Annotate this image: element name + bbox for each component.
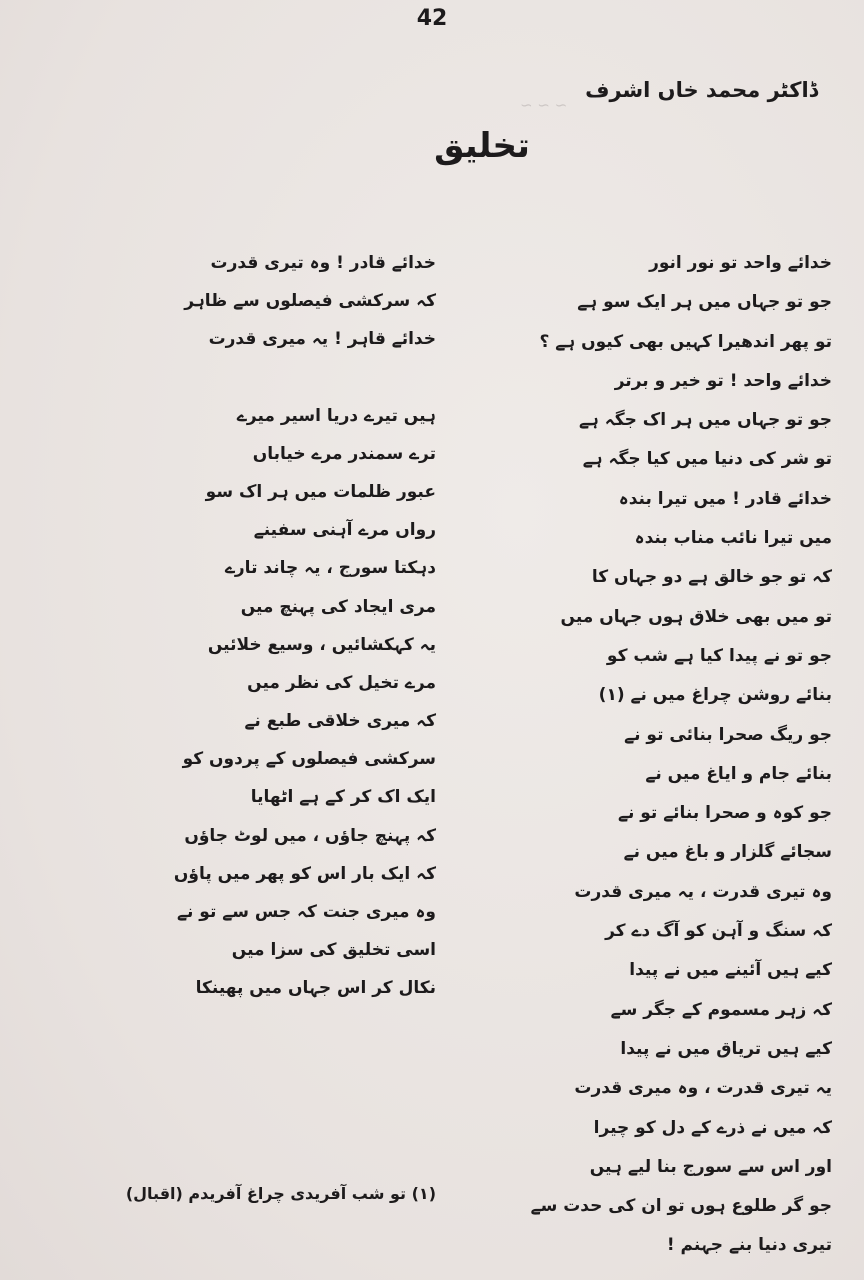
verse-line: جو ریگ صحرا بنائی تو نے (624, 724, 832, 745)
verse-line: کیے ہیں تریاق میں نے پیدا (620, 1038, 832, 1059)
verse-line: خدائے واحد ! تو خیر و برتر (614, 370, 832, 391)
page-number: 42 (416, 6, 448, 31)
verse-line: میں تیرا نائب مناب بندہ (634, 528, 832, 549)
verse-line: کہ زہر مسموم کے جگر سے (610, 999, 832, 1020)
verse-line: کہ سنگ و آہن کو آگ دے کر (605, 921, 832, 942)
verse-line: تو میں بھی خلاق ہوں جہاں میں (560, 606, 832, 627)
verse-line: دہکتا سورج ، یہ چاند تارے (224, 558, 436, 579)
verse-line: سجائے گلزار و باغ میں نے (623, 842, 832, 863)
verse-line: یہ تیری قدرت ، وہ میری قدرت (574, 1078, 832, 1099)
verse-line: اسی تخلیق کی سزا میں (231, 940, 436, 961)
verse-line: کہ پہنچ جاؤں ، میں لوٹ جاؤں (184, 825, 436, 846)
verse-line: کہ ایک بار اس کو پھر میں پاؤں (173, 863, 436, 884)
poem-right-column (472, 244, 832, 1266)
verse-line: نکال کر اس جہاں میں پھینکا (195, 978, 436, 999)
footnote: (۱) تو شب آفریدی چراغ آفریدم (اقبال) (125, 1184, 436, 1203)
stanza-gap (56, 359, 436, 397)
verse-line: بنائے روشن چراغ میں نے (۱) (598, 685, 832, 706)
poem-left-column (56, 244, 436, 1008)
verse-line: مری ایجاد کی پہنچ میں (240, 596, 436, 617)
verse-line: ایک اک کر کے ہے اٹھایا (250, 787, 436, 808)
verse-line: رواں مرے آہنی سفینے (253, 520, 436, 541)
verse-line: کیے ہیں آئینے میں نے پیدا (629, 960, 832, 981)
verse-line: جو تو نے پیدا کیا ہے شب کو (606, 645, 832, 666)
verse-line: کہ تو جو خالق ہے دو جہاں کا (591, 567, 832, 588)
author-name: ڈاکٹر محمد خاں اشرف (585, 78, 818, 102)
verse-line: جو کوہ و صحرا بنائے تو نے (617, 803, 832, 824)
verse-line: تو شر کی دنیا میں کیا جگہ ہے (582, 449, 832, 470)
verse-line: تیری دنیا بنے جہنم ! (666, 1235, 832, 1256)
verse-line: یہ کہکشائیں ، وسیع خلائیں (207, 634, 436, 655)
verse-line: کہ میں نے ذرے کے دل کو چیرا (593, 1117, 832, 1138)
verse-line: خدائے واحد تو نور انور (649, 253, 832, 273)
verse-line: وہ تیری قدرت ، یہ میری قدرت (574, 881, 832, 902)
verse-line: وہ میری جنت کہ جس سے تو نے (177, 902, 436, 922)
verse-line: جو گر طلوع ہوں تو ان کی حدت سے (530, 1196, 832, 1217)
verse-line: ترے سمندر مرے خیاباں (252, 443, 436, 464)
verse-line: بنائے جام و ایاغ میں نے (645, 763, 832, 784)
verse-line: خدائے قادر ! میں تیرا بندہ (618, 488, 832, 509)
verse-line: تو پھر اندھیرا کہیں بھی کیوں ہے ؟ (539, 331, 832, 352)
verse-line: سرکشی فیصلوں کے پردوں کو (182, 749, 436, 770)
bleed-through-text: ~ ~ ~ (520, 96, 568, 114)
verse-line: جو تو جہاں میں ہر ایک سو ہے (577, 292, 832, 313)
verse-line: عبور ظلمات میں ہر اک سو (205, 481, 436, 502)
verse-line: کہ سرکشی فیصلوں سے ظاہر (184, 291, 436, 312)
verse-line: خدائے قاہر ! یہ میری قدرت (208, 329, 436, 350)
verse-line: ہیں تیرے دریا اسیر میرے (236, 405, 436, 426)
verse-line: کہ میری خلاقی طبع نے (244, 711, 436, 732)
verse-line: جو تو جہاں میں ہر اک جگہ ہے (578, 410, 832, 431)
verse-line: مرے تخیل کی نظر میں (247, 672, 436, 693)
poem-title: تخلیق (434, 126, 530, 166)
verse-line: خدائے قادر ! وہ تیری قدرت (210, 253, 436, 273)
verse-line: اور اس سے سورج بنا لیے ہیں (589, 1156, 832, 1177)
